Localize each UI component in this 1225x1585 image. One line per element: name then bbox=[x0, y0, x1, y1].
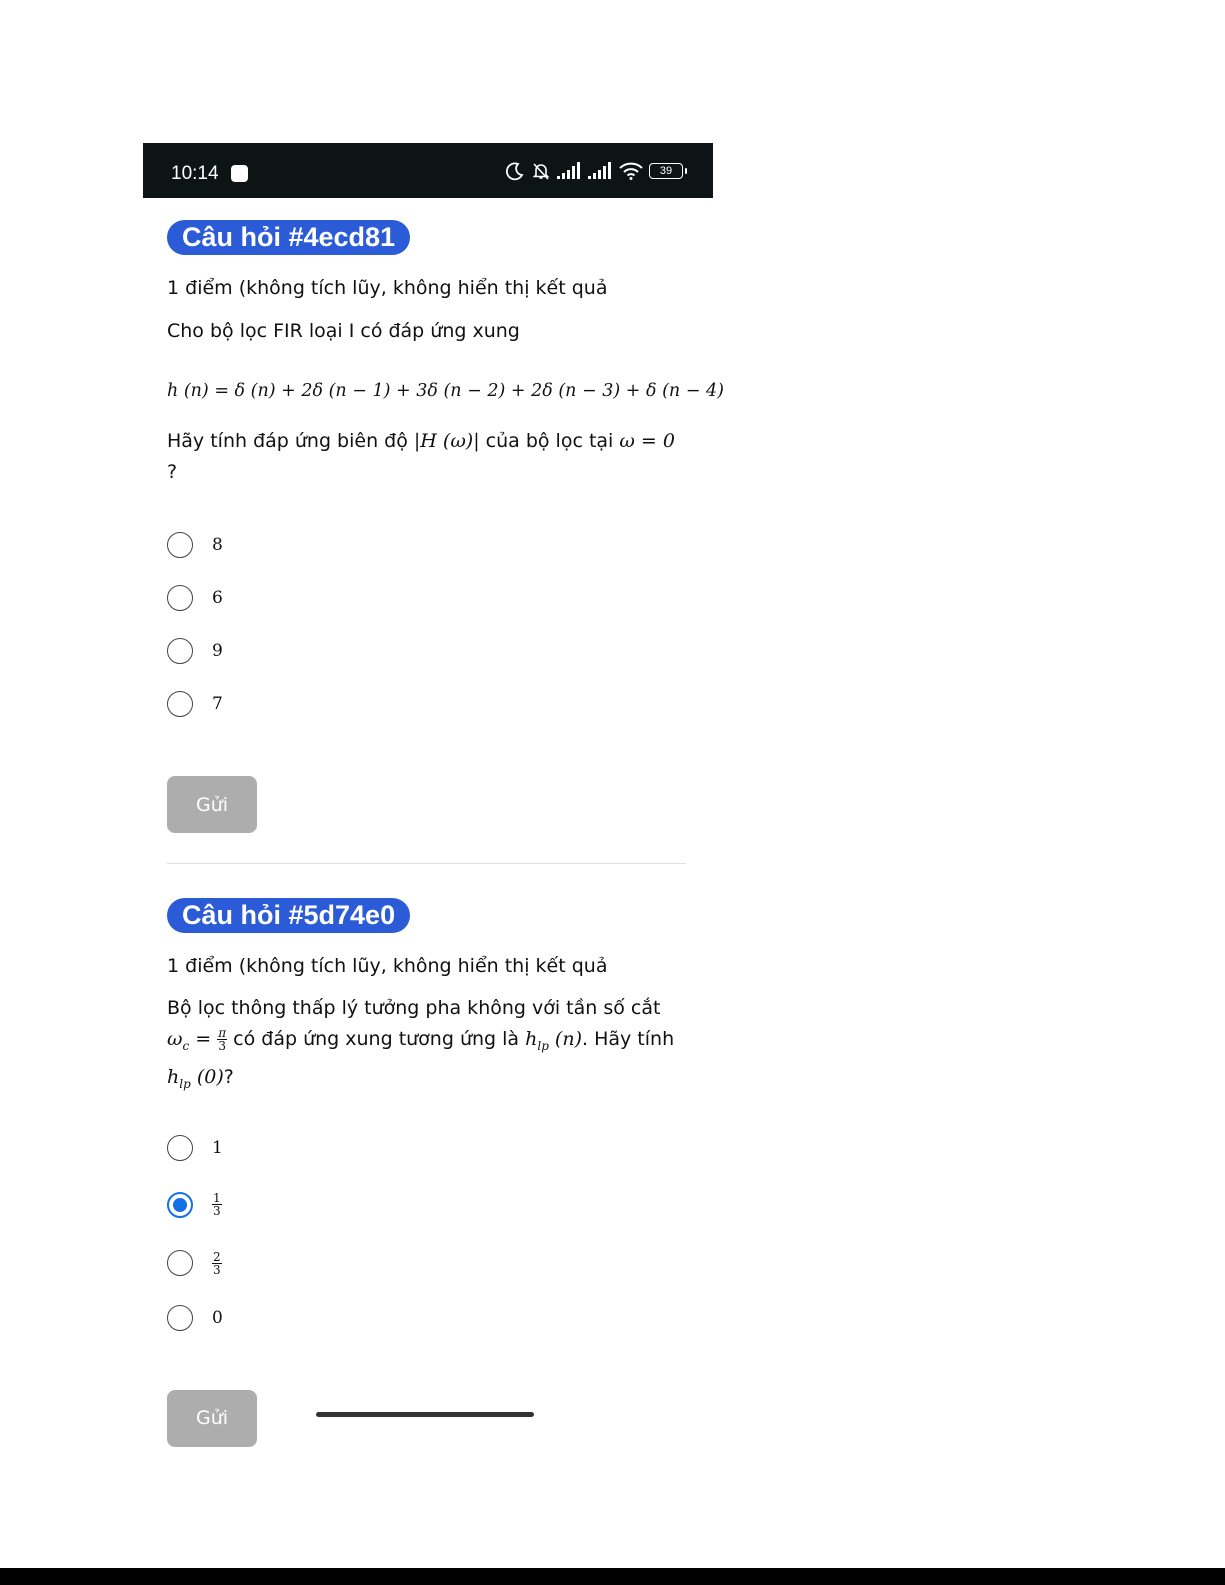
bell-off-icon bbox=[531, 161, 551, 181]
answer-option[interactable] bbox=[167, 1235, 687, 1292]
impulse-response-formula: h (n) = δ (n) + 2δ (n − 1) + 3δ (n − 2) + 2δ (n − 3) + δ (n − 4) bbox=[167, 381, 724, 401]
h-symbol: h bbox=[525, 1028, 538, 1050]
signal-icon bbox=[588, 162, 613, 180]
prompt-text-3: ? bbox=[167, 461, 178, 483]
prompt-text-2: của bộ lọc tại bbox=[479, 430, 620, 452]
prompt-text-tail: . Hãy tính bbox=[582, 1028, 675, 1050]
question-title: Câu hỏi #5d74e0 bbox=[167, 898, 410, 933]
question-title: Câu hỏi #4ecd81 bbox=[167, 220, 410, 255]
question-prompt bbox=[167, 426, 687, 488]
pi-over-3 bbox=[217, 1027, 227, 1052]
cutoff-frequency bbox=[167, 1028, 190, 1053]
app-notification-icon bbox=[231, 165, 248, 182]
h-subscript: lp bbox=[537, 1038, 549, 1053]
prompt-math-omega: ω = 0 bbox=[619, 430, 675, 452]
quiz-content bbox=[167, 220, 724, 1447]
submit-button[interactable]: Gửi bbox=[167, 776, 257, 833]
frac-denominator: 3 bbox=[213, 1262, 221, 1277]
radio-button-checked[interactable] bbox=[167, 1192, 193, 1218]
frac-numerator: 2 bbox=[213, 1249, 221, 1264]
radio-button[interactable] bbox=[167, 1250, 193, 1276]
radio-button[interactable] bbox=[167, 1305, 193, 1331]
h-symbol: h bbox=[167, 1065, 180, 1088]
option-label: 0 bbox=[212, 1308, 223, 1329]
radio-button[interactable] bbox=[167, 691, 193, 717]
frac-numerator: π bbox=[218, 1026, 227, 1040]
answer-option[interactable] bbox=[167, 571, 687, 624]
omega-symbol: ω bbox=[167, 1028, 183, 1050]
prompt-math-magnitude: |H (ω)| bbox=[413, 430, 480, 452]
question-prompt bbox=[167, 993, 687, 1100]
answer-option[interactable] bbox=[167, 1122, 687, 1175]
answer-option[interactable] bbox=[167, 677, 687, 730]
status-icons bbox=[505, 161, 683, 181]
radio-button[interactable] bbox=[167, 532, 193, 558]
frac-denominator: 3 bbox=[218, 1039, 226, 1053]
question-mark: ? bbox=[223, 1065, 234, 1088]
equals-sign: = bbox=[189, 1028, 218, 1050]
question-1 bbox=[167, 220, 724, 833]
wifi-icon bbox=[619, 162, 643, 180]
question-2 bbox=[167, 898, 687, 1447]
answer-options bbox=[167, 518, 687, 730]
prompt-line-1: Bộ lọc thông thấp lý tưởng pha không với tần số cắt bbox=[167, 997, 661, 1019]
option-label: 7 bbox=[212, 693, 223, 714]
answer-option-selected[interactable] bbox=[167, 1175, 687, 1235]
option-label bbox=[212, 1251, 222, 1276]
question-points: 1 điểm (không tích lũy, không hiển thị kết quả bbox=[167, 955, 608, 977]
h-argument: (n) bbox=[548, 1028, 582, 1050]
signal-icon bbox=[557, 162, 582, 180]
radio-button[interactable] bbox=[167, 585, 193, 611]
submit-button[interactable]: Gửi bbox=[167, 1390, 257, 1447]
question-divider bbox=[167, 863, 686, 864]
answer-options bbox=[167, 1122, 687, 1345]
bottom-border bbox=[0, 1568, 1225, 1585]
h-lp-0 bbox=[167, 1065, 224, 1091]
radio-button[interactable] bbox=[167, 1135, 193, 1161]
answer-option[interactable] bbox=[167, 1292, 687, 1345]
h-lp-n bbox=[525, 1028, 582, 1053]
option-label bbox=[212, 1192, 222, 1217]
prompt-text-1: Hãy tính đáp ứng biên độ bbox=[167, 430, 414, 452]
frac-numerator: 1 bbox=[213, 1191, 221, 1206]
prompt-text-mid: có đáp ứng xung tương ứng là bbox=[227, 1028, 526, 1050]
moon-icon bbox=[505, 161, 525, 181]
option-label: 6 bbox=[212, 587, 223, 608]
option-label: 1 bbox=[212, 1138, 223, 1159]
status-time: 10:14 bbox=[171, 163, 219, 184]
option-label: 8 bbox=[212, 534, 223, 555]
phone-screen bbox=[143, 143, 724, 1430]
omega-subscript: c bbox=[182, 1038, 190, 1053]
status-bar bbox=[143, 143, 713, 198]
answer-option[interactable] bbox=[167, 518, 687, 571]
question-points: 1 điểm (không tích lũy, không hiển thị kết quả bbox=[167, 277, 608, 299]
h-argument: (0) bbox=[190, 1065, 224, 1088]
home-indicator[interactable] bbox=[316, 1412, 534, 1417]
option-label: 9 bbox=[212, 640, 223, 661]
radio-button[interactable] bbox=[167, 638, 193, 664]
battery-icon: 39 bbox=[649, 163, 683, 179]
frac-denominator: 3 bbox=[213, 1204, 221, 1219]
h-subscript: lp bbox=[179, 1076, 191, 1091]
question-stem-intro: Cho bộ lọc FIR loại I có đáp ứng xung bbox=[167, 320, 520, 342]
answer-option[interactable] bbox=[167, 624, 687, 677]
